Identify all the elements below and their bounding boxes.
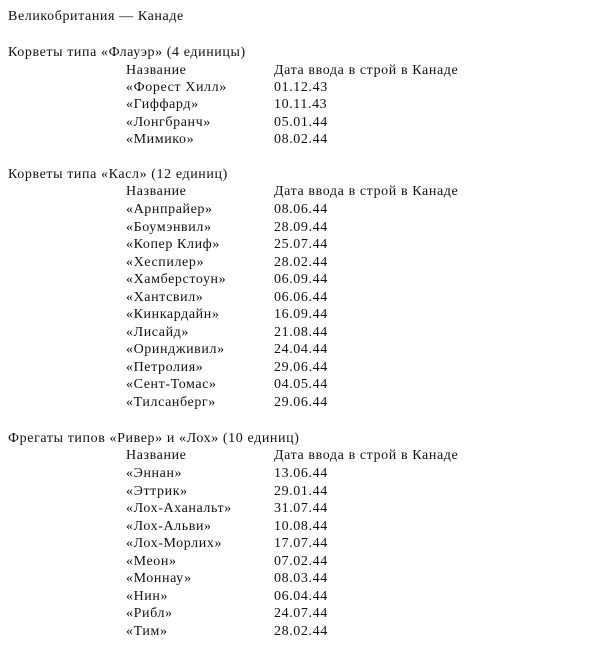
column-header-date: Дата ввода в строй в Канаде: [274, 184, 459, 199]
commission-date: 06.09.44: [274, 272, 328, 287]
ship-name: «Форест Хилл»: [126, 80, 227, 95]
ship-name: «Лох-Аханальт»: [126, 501, 232, 516]
commission-date: 01.12.43: [274, 80, 328, 95]
commission-date: 08.02.44: [274, 132, 328, 147]
column-header-name: Название: [126, 448, 187, 463]
ship-name: «Эттрик»: [126, 484, 188, 499]
commission-date: 16.09.44: [274, 307, 328, 322]
commission-date: 24.04.44: [274, 342, 328, 357]
ship-name: «Хамберстоун»: [126, 272, 227, 287]
section-heading: Фрегаты типов «Ривер» и «Лох» (10 единиц): [8, 431, 300, 446]
commission-date: 13.06.44: [274, 466, 328, 481]
ship-name: «Лонгбранч»: [126, 115, 211, 130]
commission-date: 10.11.43: [274, 97, 328, 112]
ship-name: «Меон»: [126, 554, 177, 569]
ship-name: «Эннан»: [126, 466, 183, 481]
column-header-date: Дата ввода в строй в Канаде: [274, 448, 459, 463]
commission-date: 28.02.44: [274, 255, 328, 270]
commission-date: 28.09.44: [274, 220, 328, 235]
commission-date: 31.07.44: [274, 501, 328, 516]
ship-name: «Лисайд»: [126, 325, 190, 340]
commission-date: 10.08.44: [274, 519, 328, 534]
ship-name: «Хеспилер»: [126, 255, 205, 270]
document-title: Великобритания — Канаде: [8, 9, 184, 24]
commission-date: 17.07.44: [274, 536, 328, 551]
ship-name: «Моннау»: [126, 571, 192, 586]
commission-date: 24.07.44: [274, 606, 328, 621]
ship-name: «Арнпрайер»: [126, 202, 213, 217]
ship-name: «Тилсанберг»: [126, 395, 216, 410]
ship-name: «Гиффард»: [126, 97, 199, 112]
ship-name: «Боумэнвил»: [126, 220, 212, 235]
commission-date: 25.07.44: [274, 237, 328, 252]
commission-date: 06.04.44: [274, 589, 328, 604]
commission-date: 29.01.44: [274, 484, 328, 499]
ship-name: «Ориндживил»: [126, 342, 225, 357]
ship-name: «Тим»: [126, 624, 168, 639]
ship-name: «Петролия»: [126, 360, 204, 375]
section-heading: Корветы типа «Касл» (12 единиц): [8, 167, 228, 182]
commission-date: 07.02.44: [274, 554, 328, 569]
column-header-name: Название: [126, 184, 187, 199]
ship-name: «Кинкардайн»: [126, 307, 220, 322]
commission-date: 28.02.44: [274, 624, 328, 639]
commission-date: 06.06.44: [274, 290, 328, 305]
section-heading: Корветы типа «Флауэр» (4 единицы): [8, 45, 246, 60]
ship-name: «Нин»: [126, 589, 169, 604]
commission-date: 29.06.44: [274, 360, 328, 375]
ship-name: «Лох-Альви»: [126, 519, 212, 534]
ship-name: «Копер Клиф»: [126, 237, 220, 252]
ship-name: «Рибл»: [126, 606, 173, 621]
ship-name: «Сент-Томас»: [126, 377, 217, 392]
commission-date: 04.05.44: [274, 377, 328, 392]
commission-date: 21.08.44: [274, 325, 328, 340]
ship-name: «Лох-Морлих»: [126, 536, 223, 551]
commission-date: 05.01.44: [274, 115, 328, 130]
ship-name: «Хантсвил»: [126, 290, 204, 305]
column-header-date: Дата ввода в строй в Канаде: [274, 63, 459, 78]
commission-date: 08.06.44: [274, 202, 328, 217]
commission-date: 29.06.44: [274, 395, 328, 410]
ship-name: «Мимико»: [126, 132, 195, 147]
column-header-name: Название: [126, 63, 187, 78]
commission-date: 08.03.44: [274, 571, 328, 586]
